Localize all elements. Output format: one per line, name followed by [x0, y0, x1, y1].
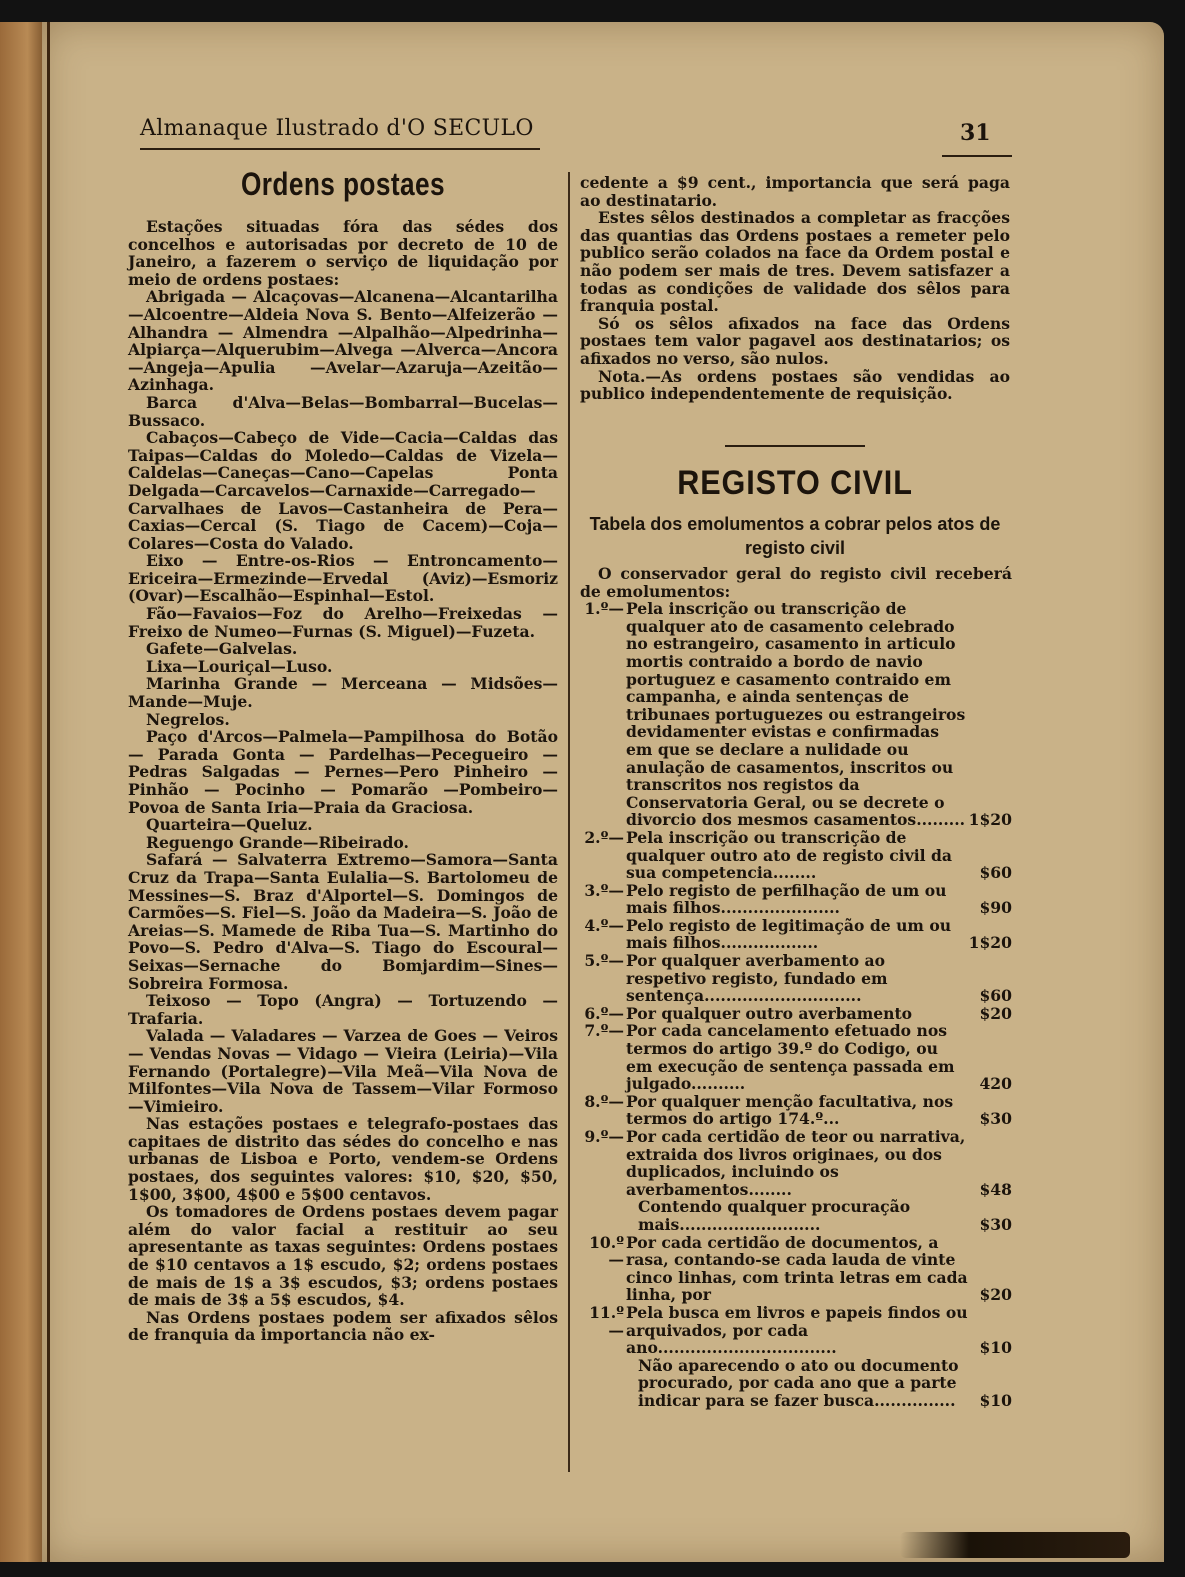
table-row [580, 1304, 1012, 1357]
paragraph: Teixoso — Topo (Angra) — Tortuzendo — Trafaria. [128, 991, 558, 1028]
paragraph: Lixa—Louriçal—Luso. [146, 656, 333, 676]
item-number: 7.º— [584, 1021, 624, 1041]
note-paragraph: Nota.—As ordens postaes são vendidas ao publico independentemente de requisição. [580, 366, 1010, 404]
item-number: 3.º— [584, 880, 624, 900]
header-rule [140, 148, 540, 150]
item-number: 5.º— [584, 951, 624, 971]
paragraph: cedente a $9 cent., importancia que será paga ao destinatario. [580, 173, 1010, 210]
table-row [580, 1093, 1012, 1128]
item-description: Por qualquer averbamento ao respetivo registo, fundado em sentença............................. [626, 951, 888, 1006]
item-description: Não aparecendo o ato ou documento procurado, por cada ano que a parte indicar para se fazer busca............... [638, 1355, 959, 1410]
item-price: $20 [979, 1285, 1012, 1305]
spine-line [47, 22, 50, 1562]
item-price: $90 [979, 898, 1012, 918]
item-number: 8.º— [584, 1091, 624, 1111]
left-column [128, 218, 558, 1344]
item-price: $60 [979, 863, 1012, 883]
item-description: Contendo qualquer procuração mais.......................... [638, 1197, 911, 1234]
paragraph: Nas estações postaes e telegrafo-postaes das capitaes de distrito das sédes do concelho e nas urbanas de Lisboa e Porto, vendem-se Ordens postaes, dos seguintes valores: $10, $20, $50, 1$00, 3$00, 4$00 e 5$00 centavos. [128, 1114, 558, 1204]
item-description: Por cada certidão de teor ou narrativa, extraida dos livros originaes, ou dos duplicados, incluindo os averbamentos........ [626, 1127, 966, 1199]
paragraph: Quarteira—Queluz. [146, 815, 313, 835]
paragraph: Cabaços—Cabeço de Vide—Cacia—Caldas das Taipas—Caldas do Moledo—Caldas de Vizela—Caldelas—Caneças—Cano—Capelas Ponta Delgada—Carcavelos—Carnaxide—Carregado—Carvalhaes de Lavos—Castanheira de Pera—Caxias—Cercal (S. Tiago de Cacem)—Coja—Colares—Costa do Valado. [128, 428, 558, 553]
paragraph: Gafete—Galvelas. [146, 639, 298, 659]
item-price: $20 [979, 1003, 1012, 1023]
item-number: 6.º— [584, 1003, 624, 1023]
paragraph: Os tomadores de Ordens postaes devem pagar além do valor facial a restituir ao seu apresentante as taxas seguintes: Ordens postaes de $10 centavos a 1$ escudo, $2; ordens postaes de mais de 1$ a 3$ escudos, $3; ordens postaes de mais de 3$ a 5$ escudos, $4. [128, 1202, 558, 1310]
column-separator [568, 172, 570, 1472]
item-number: 11.º— [589, 1302, 624, 1340]
table-row [580, 917, 1012, 952]
paragraph: Nas Ordens postaes podem ser afixados sêlos de franquia da importancia não ex- [128, 1307, 558, 1345]
item-price: 420 [979, 1074, 1012, 1094]
paragraph: Fão—Favaios—Foz do Arelho—Freixedas —Freixo de Numeo—Furnas (S. Miguel)—Fuzeta. [128, 604, 558, 641]
paragraph: Abrigada — Alcaçovas—Alcanena—Alcantarilha—Alcoentre—Aldeia Nova S. Bento—Alfeizerão — Alhandra — Almendra —Alpalhão—Alpedrinha—Alpiarça—Alquerubim—Alvega —Alverca—Ancora—Angeja—Apulia —Avelar—Azaruja—Azeitão—Azinhaga. [128, 287, 558, 395]
right-column-top [580, 174, 1010, 403]
item-description: Pela busca em livros e papeis findos ou arquivados, por cada ano................................. [626, 1302, 968, 1358]
item-number: 2.º— [584, 827, 624, 847]
table-row [580, 882, 1012, 917]
item-price: $60 [979, 986, 1012, 1006]
subheading-tabela: Tabela dos emolumentos a cobrar pelos atos de registo civil [589, 514, 1001, 558]
paragraph: Valada — Valadares — Varzea de Goes — Veiros — Vendas Novas — Vidago — Vieira (Leiria)—Vila Fernando (Portalegre)—Vila Meã—Vila Nova de Milfontes—Vila Nova de Tassem—Vilar Formoso—Vimieiro. [128, 1026, 558, 1116]
paragraph: Paço d'Arcos—Palmela—Pampilhosa do Botão — Parada Gonta — Pardelhas—Pecegueiro — Pedras Salgadas — Pernes—Pero Pinheiro — Pinhão — Pocinho — Pomarão —Pombeiro—Povoa de Santa Iria—Praia da Graciosa. [128, 727, 558, 817]
heading-ordens-postaes: Ordens postaes [240, 166, 446, 202]
item-number: 1.º— [584, 599, 624, 619]
paragraph: Negrelos. [146, 709, 230, 729]
paragraph: Safará — Salvaterra Extremo—Samora—Santa Cruz da Trapa—Santa Eulalia—S. Bartolomeu de Messines—S. Braz d'Alportel—S. Domingos de Carmões—S. Fiel—S. João da Madeira—S. João de Areias—S. Mamede de Riba Tua—S. Martinho do Povo—S. Pedro d'Alva—S. Tiago do Escoural—Seixas—Sernache do Bomjardim—Sines—Sobreira Formosa. [128, 850, 558, 993]
items-list [580, 600, 1012, 1409]
item-price: $48 [979, 1179, 1012, 1199]
paragraph: Barca d'Alva—Belas—Bombarral—Bucelas—Bussaco. [128, 392, 558, 430]
item-description: Pelo registo de legitimação de um ou mais filhos.................. [626, 915, 952, 953]
table-row [580, 829, 1012, 882]
table-row [580, 952, 1012, 1005]
paragraph: Reguengo Grande—Ribeirado. [146, 832, 409, 852]
section-divider [725, 445, 865, 447]
item-description: Por cada cancelamento efetuado nos termos do artigo 39.º do Codigo, ou em execução de sentença passada em julgado.......... [626, 1021, 955, 1094]
item-description: Por qualquer menção facultativa, nos termos do artigo 174.º... [626, 1091, 954, 1129]
heading-registo-civil: REGISTO CIVIL [677, 464, 913, 502]
item-number: 4.º— [584, 915, 624, 935]
table-intro: O conservador geral do registo civil receberá de emolumentos: [580, 564, 1012, 601]
table-row [580, 1005, 1012, 1023]
item-description: Pela inscrição ou transcrição de qualquer outro ato de registo civil da sua competencia........ [626, 827, 952, 883]
page-number: 31 [960, 120, 991, 146]
running-header-title: Almanaque Ilustrado d'O SECULO [140, 116, 534, 141]
item-description: Por qualquer outro averbamento [626, 1003, 913, 1023]
table-row [580, 1234, 1012, 1304]
paragraph: Estações situadas fóra das sédes dos concelhos e autorisadas por decreto de 10 de Janeiro, a fazerem o serviço de liquidação por meio de ordens postaes: [128, 217, 558, 289]
item-price: $30 [979, 1109, 1012, 1129]
paragraph: Marinha Grande — Merceana — Midsões—Mande—Muje. [128, 674, 558, 712]
paragraph: Eixo — Entre-os-Rios — Entroncamento—Ericeira—Ermezinde—Ervedal (Aviz)—Esmoriz (Ovar)—Escalhão—Espinhal—Estol. [128, 551, 558, 606]
item-description: Pela inscrição ou transcrição de qualquer ato de casamento celebrado no estrangeiro, casamento in articulo mortis contraido a bordo de navio portuguez e casamento contraido em campanha, e ainda sentenças de tribunaes portuguezes ou estrangeiros devidamenter evistas e confirmadas em que se declare a nulidade ou anulação de casamentos, inscritos ou transcritos nos registos da Conservatoria Geral, ou se decrete o divorcio dos mesmos casamentos......... [626, 599, 966, 830]
item-description: Pelo registo de perfilhação de um ou mais filhos...................... [626, 880, 947, 918]
table-subrow [580, 1198, 1012, 1233]
table-row [580, 1022, 1012, 1092]
page-number-rule [942, 155, 1012, 157]
item-price: $30 [979, 1214, 1012, 1234]
item-number: 10.º— [589, 1232, 624, 1270]
item-price: 1$20 [968, 933, 1012, 953]
table-row [580, 1128, 1012, 1198]
item-number: 9.º— [584, 1127, 624, 1146]
bottom-edge-damage [900, 1532, 1130, 1558]
table-row [580, 600, 1012, 829]
item-price: 1$20 [968, 810, 1012, 830]
emolumentos-table [580, 565, 1012, 1410]
paragraph: Só os sêlos afixados na face das Ordens postaes tem valor pagavel aos destinatarios; os afixados no verso, são nulos. [580, 313, 1010, 368]
paragraph: Estes sêlos destinados a completar as fracções das quantias das Ordens postaes a remeter pelo publico serão colados na face da Ordem postal e não podem ser mais de tres. Devem satisfazer a todas as condições de validade dos sêlos para franquia postal. [580, 208, 1010, 316]
item-price: $10 [979, 1338, 1012, 1358]
item-description: Por cada certidão de documentos, a rasa, contando-se cada lauda de vinte cinco linhas, com trinta letras em cada linha, por [626, 1232, 968, 1305]
table-subrow [580, 1357, 1012, 1410]
item-price: $10 [979, 1390, 1012, 1410]
